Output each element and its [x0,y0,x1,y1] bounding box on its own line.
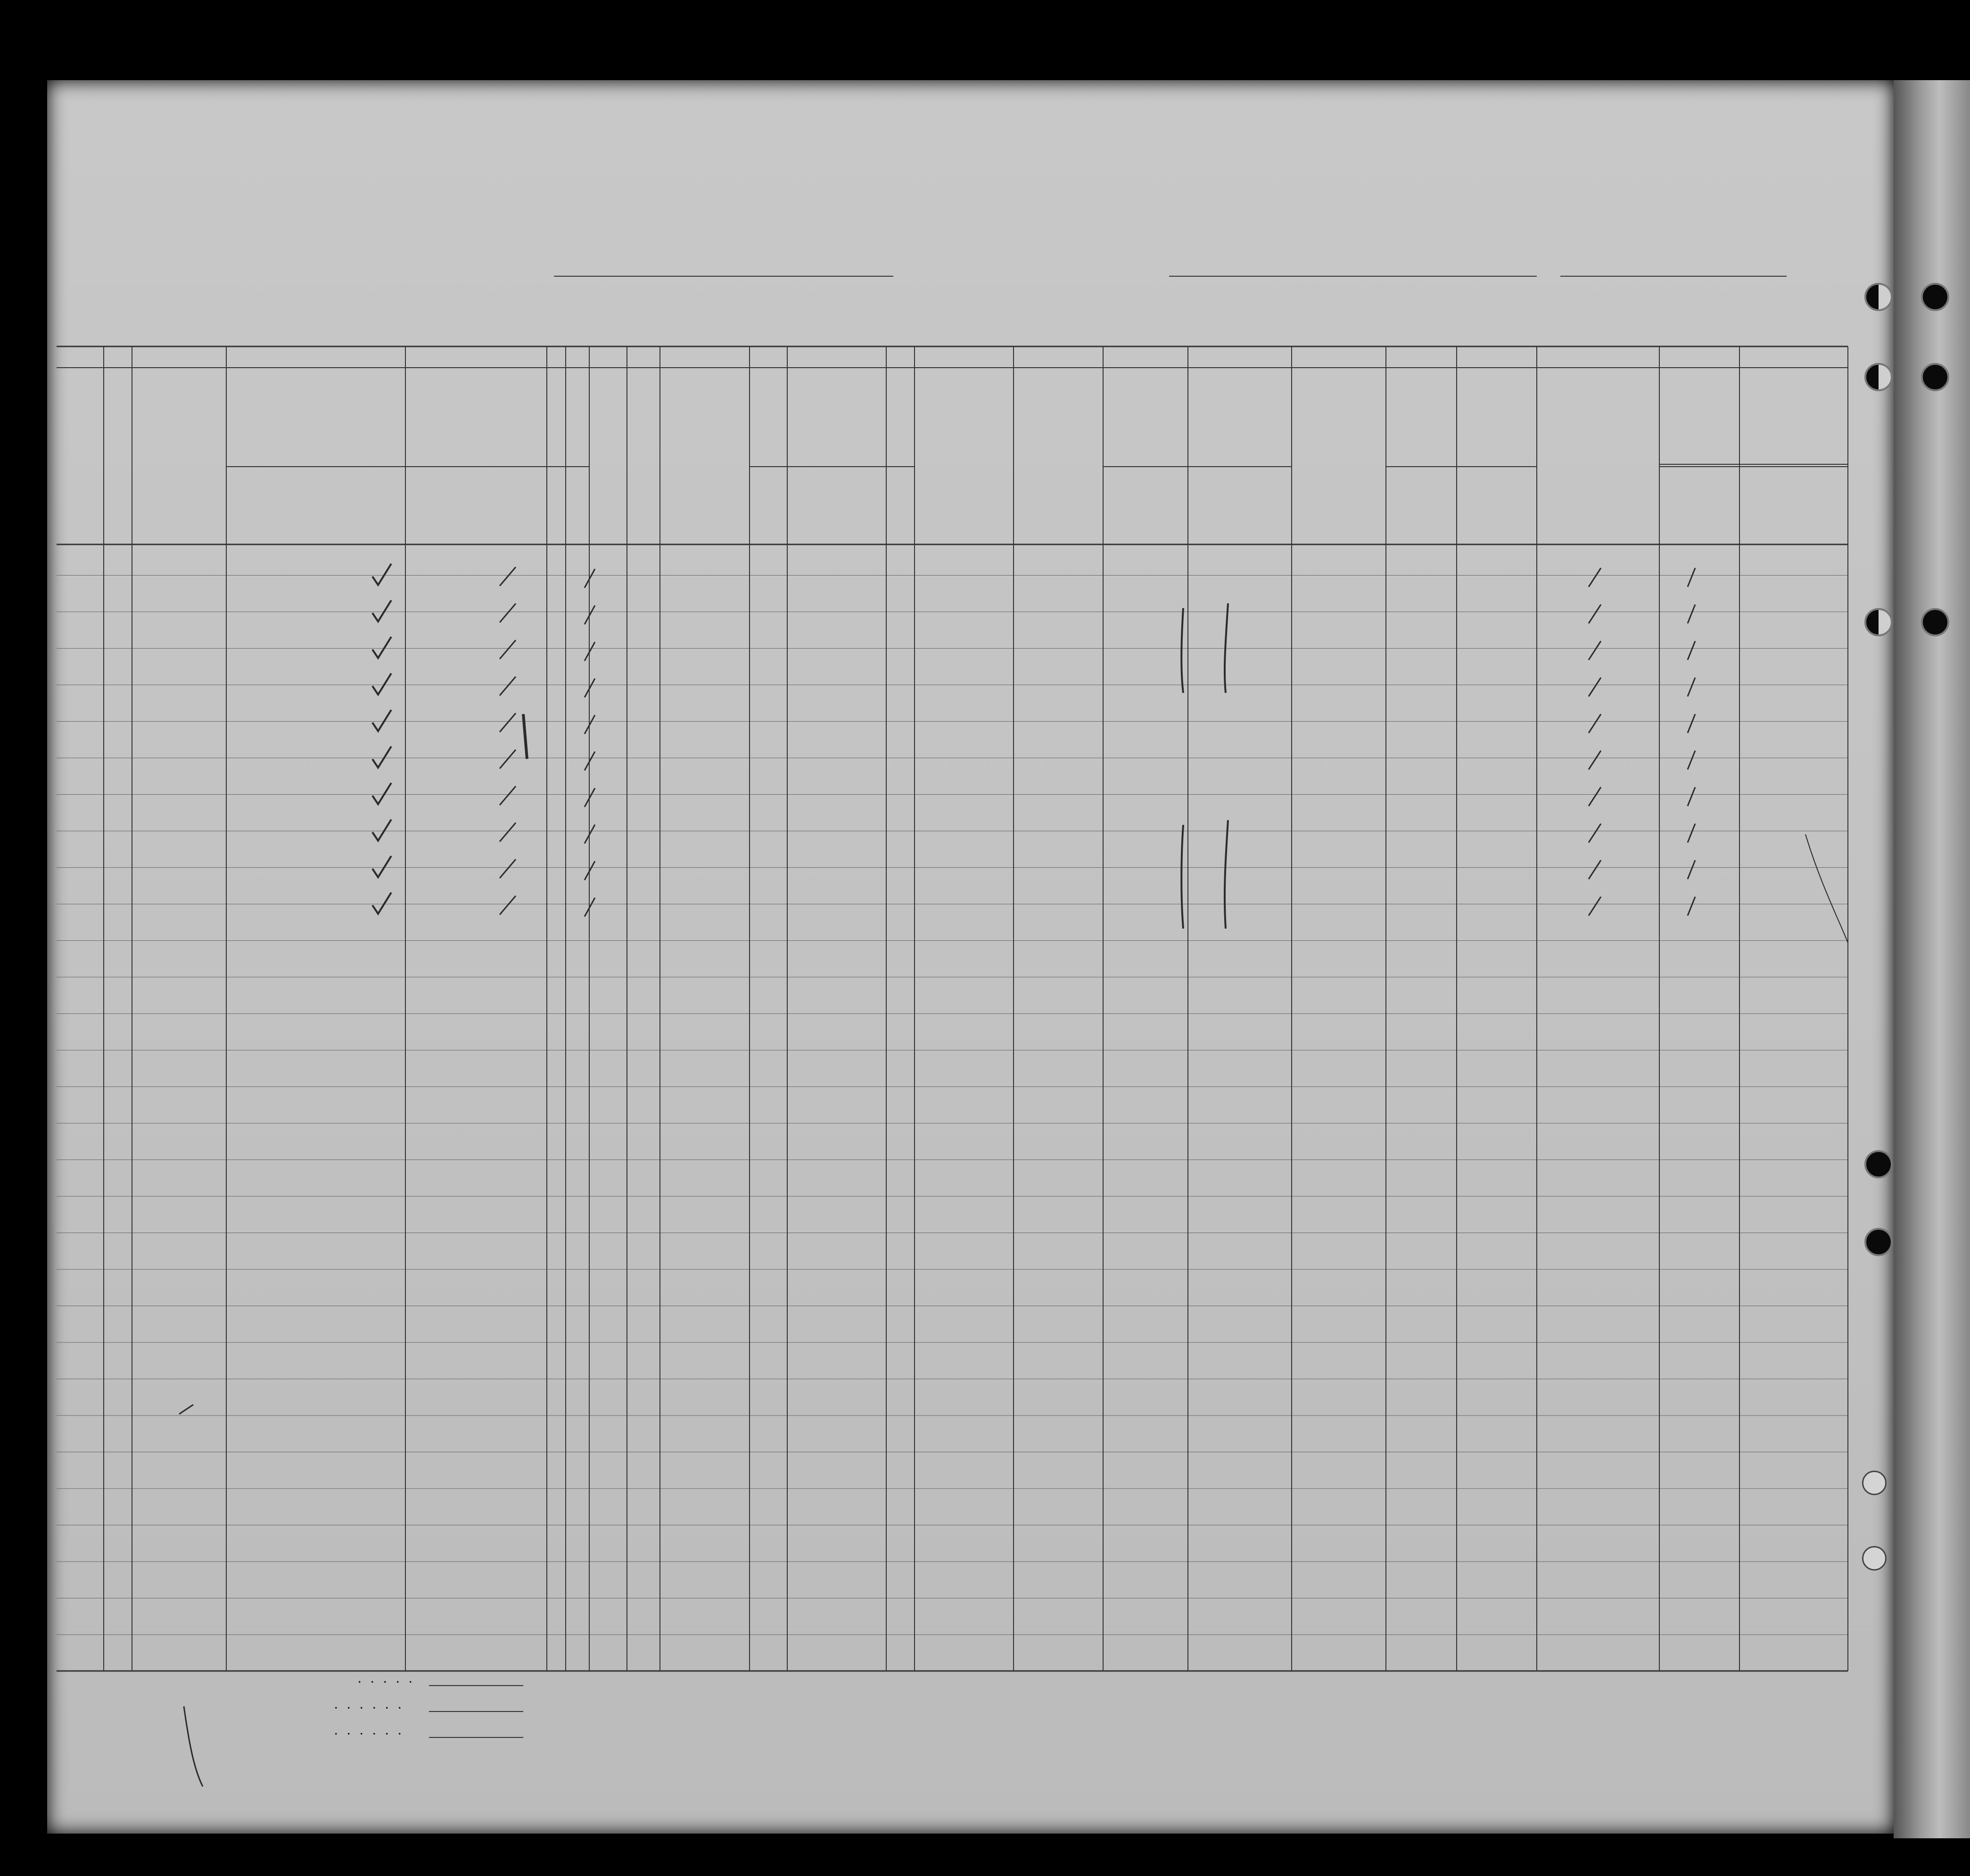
binder-hole-7 [1864,1150,1893,1178]
footer-dots-3: . . . . . . [335,1725,405,1737]
binder-hole-4 [1921,363,1949,391]
footer-citizens-line [429,1711,523,1712]
footer-aliens-line [429,1737,523,1738]
footer-total-line [429,1685,523,1686]
manifest-page [47,80,1894,1834]
handwritten-checkmarks [47,80,1894,1834]
binder-hole-3 [1864,363,1893,391]
binder-ring-2 [1862,1546,1887,1571]
binder-ring-1 [1862,1471,1887,1495]
binder-hole-8 [1864,1228,1893,1256]
binder-hole-6 [1921,608,1949,636]
binder-hole-5 [1864,608,1893,636]
binder-hole-1 [1864,283,1893,311]
footer-dots-2: . . . . . . [335,1699,405,1711]
scan-page-edge [1894,80,1970,1838]
binder-hole-2 [1921,283,1949,311]
footer-dots-1: . . . . . [358,1673,416,1685]
